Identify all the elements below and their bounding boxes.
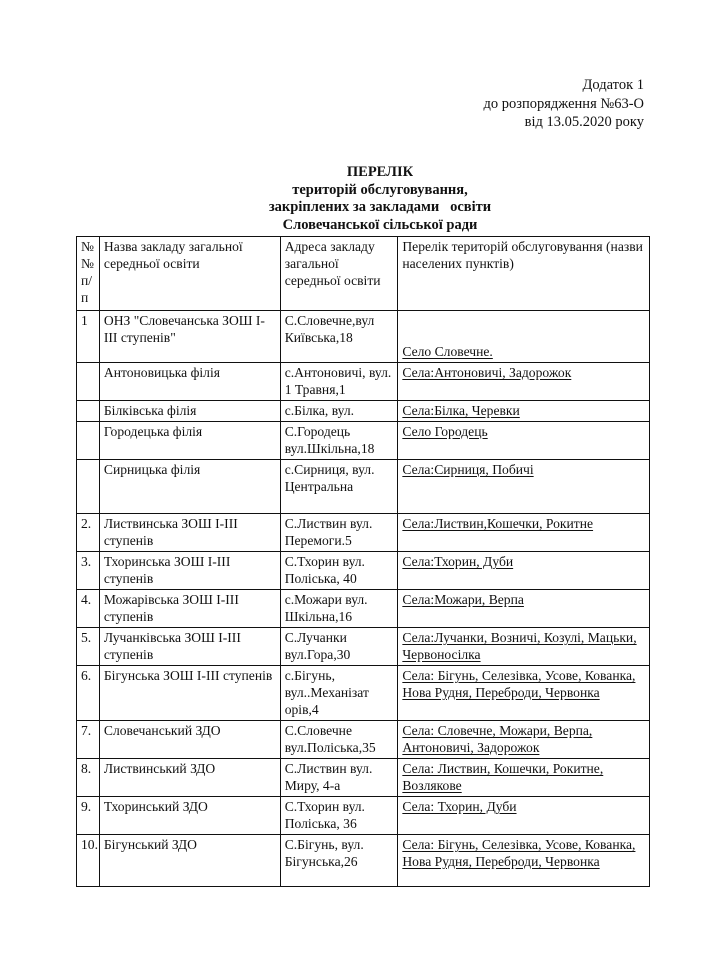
header-school-name: Назва закладу загальної середньої освіти [99, 237, 280, 311]
table-row [77, 363, 650, 401]
territory-text: Село Словечне. [402, 344, 493, 359]
school-name: Тхоринський ЗДО [99, 797, 280, 835]
school-name: ОНЗ "Словечанська ЗОШ І-ІІІ ступенів" [99, 311, 280, 363]
school-address: с.Антоновичі, вул. 1 Травня,1 [280, 363, 398, 401]
title-line-3: закріплених за закладами освіти [268, 199, 492, 215]
table-row [77, 514, 650, 552]
territory-text: Села:Можари, Верпа [402, 592, 524, 607]
school-address: С.Листвин вул. Перемоги.5 [280, 514, 398, 552]
territory-text: Села: Бігунь, Селезівка, Усове, Кованка, Нова Рудня, Переброди, Червонка [402, 837, 636, 869]
school-address: с.Бігунь, вул..Механізат орів,4 [280, 666, 398, 721]
school-name: Бігунський ЗДО [99, 835, 280, 887]
table-header-row [77, 237, 650, 311]
row-number [77, 363, 100, 401]
school-address: С.Тхорин вул. Поліська, 40 [280, 552, 398, 590]
territory-list [398, 590, 650, 628]
row-number: 5. [77, 628, 100, 666]
territory-text: Села:Сирниця, Побичі [402, 462, 534, 477]
school-address: с.Можари вул. Шкільна,16 [280, 590, 398, 628]
table-row [77, 311, 650, 363]
row-number: 9. [77, 797, 100, 835]
title-line-4: Словечанської сільської ради [282, 216, 478, 233]
territory-list [398, 628, 650, 666]
school-address: С.Словечне,вул Київська,18 [280, 311, 398, 363]
table-row [77, 590, 650, 628]
territory-list [398, 311, 650, 363]
header-territory: Перелік територій обслуговування (назви населених пунктів) [398, 237, 650, 311]
row-number: 4. [77, 590, 100, 628]
annex-header [484, 76, 645, 132]
territory-text: Села: Бігунь, Селезівка, Усове, Кованка, Нова Рудня, Переброди, Червонка [402, 668, 636, 700]
territory-text: Села:Тхорин, Дуби [402, 554, 514, 569]
header-address: Адреса закладу загальної середньої освіти [280, 237, 398, 311]
document-title [180, 164, 580, 234]
school-address: С.Бігунь, вул. Бігунська,26 [280, 835, 398, 887]
school-address: С.Лучанки вул.Гора,30 [280, 628, 398, 666]
row-number: 2. [77, 514, 100, 552]
table-row [77, 422, 650, 460]
territory-text: Села:Листвин,Кошечки, Рокитне [402, 516, 594, 531]
territory-list [398, 363, 650, 401]
row-number [77, 422, 100, 460]
school-address: С.Тхорин вул. Поліська, 36 [280, 797, 398, 835]
school-address: с.Сирниця, вул. Центральна [280, 460, 398, 514]
table-row [77, 401, 650, 422]
school-name: Тхоринська ЗОШ І-ІІІ ступенів [99, 552, 280, 590]
table-row [77, 666, 650, 721]
title-line-2: територій обслуговування, [292, 181, 468, 198]
school-name: Антоновицька філія [99, 363, 280, 401]
table-row [77, 797, 650, 835]
school-address: с.Білка, вул. [280, 401, 398, 422]
table-row [77, 552, 650, 590]
territory-text: Села: Тхорин, Дуби [402, 799, 517, 814]
school-name: Сирницька філія [99, 460, 280, 514]
row-number [77, 401, 100, 422]
territory-list [398, 460, 650, 514]
table-row [77, 628, 650, 666]
annex-line-2: до розпорядження №63-О [483, 95, 644, 112]
territory-list [398, 721, 650, 759]
territory-list [398, 797, 650, 835]
school-name: Листвинський ЗДО [99, 759, 280, 797]
annex-line-1: Додаток 1 [582, 77, 644, 93]
row-number: 8. [77, 759, 100, 797]
row-number [77, 460, 100, 514]
school-name: Городецька філія [99, 422, 280, 460]
title-line-1: ПЕРЕЛІК [346, 164, 414, 180]
territory-list [398, 759, 650, 797]
territory-table [76, 236, 650, 887]
territory-list [398, 422, 650, 460]
territory-list [398, 666, 650, 721]
school-address: С.Словечне вул.Поліська,35 [280, 721, 398, 759]
school-name: Можарівська ЗОШ І-ІІІ ступенів [99, 590, 280, 628]
school-name: Бігунська ЗОШ І-ІІІ ступенів [99, 666, 280, 721]
territory-list [398, 401, 650, 422]
table-row [77, 721, 650, 759]
territory-list [398, 835, 650, 887]
row-number: 1 [77, 311, 100, 363]
territory-list [398, 514, 650, 552]
territory-text: Села: Листвин, Кошечки, Рокитне, Возлякове [402, 761, 604, 793]
school-name: Листвинська ЗОШ І-ІІІ ступенів [99, 514, 280, 552]
school-name: Лучанківська ЗОШ І-ІІІ ступенів [99, 628, 280, 666]
header-number: № № п/ п [77, 237, 100, 311]
territory-text: Села:Лучанки, Возничі, Козулі, Мацьки, Червоносілка [402, 630, 637, 662]
table-row [77, 759, 650, 797]
row-number: 3. [77, 552, 100, 590]
annex-line-3: від 13.05.2020 року [524, 114, 644, 130]
territory-text: Села:Білка, Черевки [402, 403, 520, 418]
school-address: С.Листвин вул. Миру, 4-а [280, 759, 398, 797]
territory-text: Села: Словечне, Можари, Верпа, Антоновичі, Задорожок [402, 723, 593, 755]
school-name: Словечанський ЗДО [99, 721, 280, 759]
school-address: С.Городець вул.Шкільна,18 [280, 422, 398, 460]
row-number: 10. [77, 835, 100, 887]
territory-text: Села:Антоновичі, Задорожок [402, 365, 572, 380]
row-number: 7. [77, 721, 100, 759]
school-name: Білківська філія [99, 401, 280, 422]
row-number: 6. [77, 666, 100, 721]
territory-text: Село Городець [402, 424, 488, 439]
territory-list [398, 552, 650, 590]
table-row [77, 835, 650, 887]
table-row [77, 460, 650, 514]
